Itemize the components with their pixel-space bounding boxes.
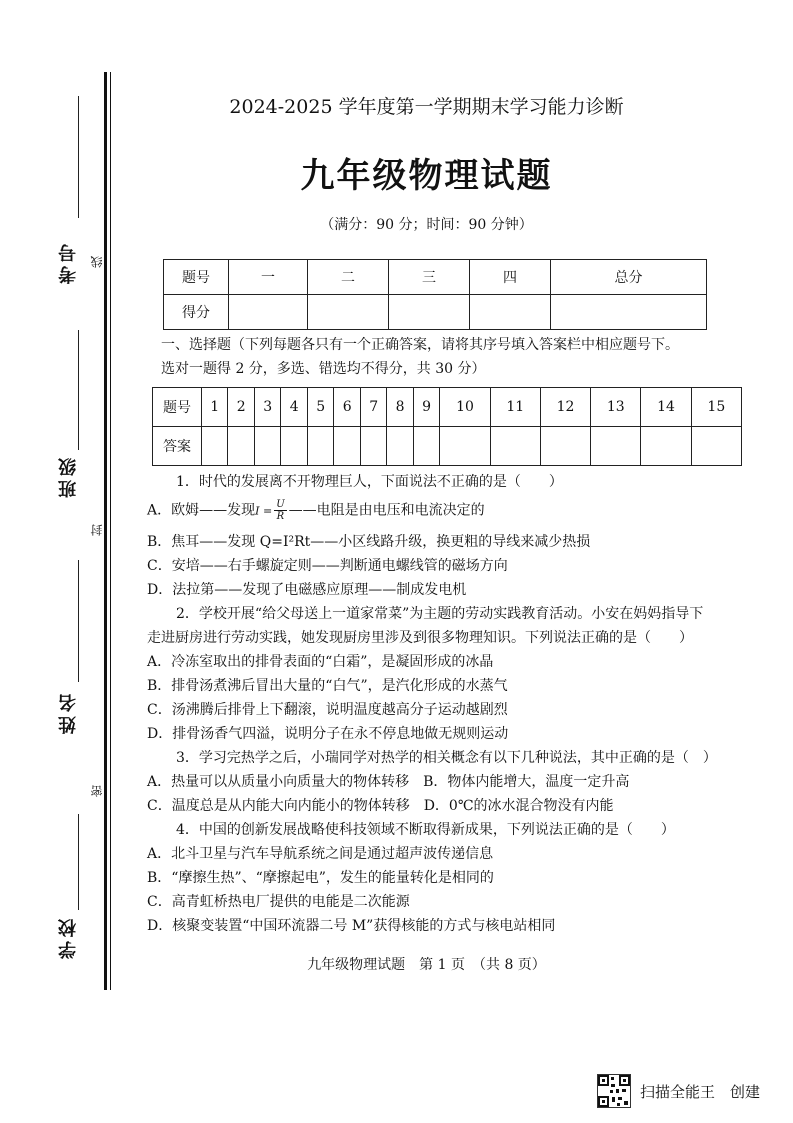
page-title: 九年级物理试题 <box>300 156 553 196</box>
q4-stem: 4．中国的创新发展战略使科技领域不断取得新成果，下列说法正确的是（ ） <box>176 822 675 838</box>
q2-option-a: A．冷冻室取出的排骨表面的“白霜”，是凝固形成的冰晶 <box>147 654 494 670</box>
score-input-cell[interactable] <box>470 295 551 330</box>
q3-stem: 3．学习完热学之后，小瑞同学对热学的相关概念有以下几种说法，其中正确的是（ ） <box>176 750 717 766</box>
score-input-cell[interactable] <box>308 295 389 330</box>
answer-input-cell[interactable] <box>490 427 540 466</box>
page-footer: 九年级物理试题 第 1 页 （共 8 页） <box>307 957 546 973</box>
xingming-label: 姓名 <box>58 690 79 734</box>
answer-table-answer-row <box>153 427 742 466</box>
score-input-cell[interactable] <box>551 295 707 330</box>
answer-input-cell[interactable] <box>254 427 280 466</box>
score-cell-1: 一 <box>229 260 308 295</box>
answer-number-2: 2 <box>228 388 254 427</box>
q3-options-ab: A．热量可以从质量小向质量大的物体转移 B．物体内能增大，温度一定升高 <box>147 774 630 790</box>
xingming-underline <box>78 560 79 682</box>
section1-line1: 一、选择题（下列每题各只有一个正确答案，请将其序号填入答案栏中相应题号下。 <box>161 337 679 353</box>
score-cell-2: 二 <box>308 260 389 295</box>
q2-option-b: B．排骨汤煮沸后冒出大量的“白气”，是汽化形成的水蒸气 <box>147 678 508 694</box>
q4-option-b: B．“摩擦生热”、“摩擦起电”，发生的能量转化是相同的 <box>147 870 494 886</box>
q2-option-c: C．汤沸腾后排骨上下翻滚，说明温度越高分子运动越剧烈 <box>147 702 508 718</box>
xian-mark: 线 <box>90 256 104 268</box>
q1a-denominator: R <box>276 511 285 522</box>
binding-line-thin <box>110 72 111 990</box>
answer-row-label: 题号 <box>153 388 202 427</box>
score-table <box>163 259 707 330</box>
q1a-numerator: U <box>276 499 285 510</box>
answer-input-cell[interactable] <box>228 427 254 466</box>
q3-options-cd: C．温度总是从内能大向内能小的物体转移 D．0℃的冰水混合物没有内能 <box>147 798 614 814</box>
banji-label: 班级 <box>58 454 79 498</box>
q2-stem-line2: 走进厨房进行劳动实践，她发现厨房里涉及到很多物理知识。下列说法正确的是（ ） <box>147 630 693 646</box>
score-cell-3: 三 <box>389 260 470 295</box>
q1-option-a <box>147 499 485 522</box>
answer-number-10: 10 <box>440 388 490 427</box>
answer-input-cell[interactable] <box>691 427 741 466</box>
score-row-label: 得分 <box>164 295 229 330</box>
q1a-fraction <box>274 499 286 522</box>
answer-input-cell[interactable] <box>591 427 641 466</box>
score-cell-label: 题号 <box>164 260 229 295</box>
q1a-formula-lhs: I = <box>255 504 273 518</box>
answer-input-cell[interactable] <box>281 427 307 466</box>
answer-table <box>152 387 742 466</box>
answer-number-5: 5 <box>307 388 333 427</box>
score-table-header-row <box>164 260 707 295</box>
answer-number-11: 11 <box>490 388 540 427</box>
score-cell-total: 总分 <box>551 260 707 295</box>
banji-underline <box>78 330 79 450</box>
answer-input-cell[interactable] <box>387 427 413 466</box>
answer-number-9: 9 <box>413 388 439 427</box>
answer-number-7: 7 <box>360 388 386 427</box>
q1-stem: 1．时代的发展离不开物理巨人，下面说法不正确的是（ ） <box>176 474 563 490</box>
answer-number-8: 8 <box>387 388 413 427</box>
kaohao-label: 考号 <box>58 240 79 284</box>
q1-option-b: B．焦耳——发现 Q=I²Rt——小区线路升级，换更粗的导线来减少热损 <box>147 534 591 550</box>
term-heading: 2024-2025 学年度第一学期期末学习能力诊断 <box>229 96 624 118</box>
binding-line-thick <box>104 72 107 990</box>
mi-mark: 密 <box>90 785 104 797</box>
answer-number-12: 12 <box>540 388 590 427</box>
score-cell-4: 四 <box>470 260 551 295</box>
answer-table-number-row <box>153 388 742 427</box>
answer-input-cell[interactable] <box>307 427 333 466</box>
answer-input-cell[interactable] <box>641 427 691 466</box>
answer-input-cell[interactable] <box>202 427 228 466</box>
answer-number-1: 1 <box>202 388 228 427</box>
answer-number-6: 6 <box>334 388 360 427</box>
q1a-post: ——电阻是由电压和电流决定的 <box>288 502 485 519</box>
qr-code-icon <box>597 1074 631 1108</box>
answer-number-15: 15 <box>691 388 741 427</box>
score-table-score-row <box>164 295 707 330</box>
q4-option-c: C．高青虹桥热电厂提供的电能是二次能源 <box>147 894 410 910</box>
q1a-pre: A．欧姆——发现 <box>147 502 256 519</box>
score-input-cell[interactable] <box>229 295 308 330</box>
answer-input-cell[interactable] <box>334 427 360 466</box>
q4-option-a: A．北斗卫星与汽车导航系统之间是通过超声波传递信息 <box>147 846 494 862</box>
answer-number-13: 13 <box>591 388 641 427</box>
answer-row-label: 答案 <box>153 427 202 466</box>
feng-mark: 封 <box>90 524 104 536</box>
answer-input-cell[interactable] <box>413 427 439 466</box>
xuexiao-underline <box>78 814 79 910</box>
exam-info: （满分：90 分；时间：90 分钟） <box>320 217 533 233</box>
q1-option-c: C．安培——右手螺旋定则——判断通电螺线管的磁场方向 <box>147 558 508 574</box>
section1-line2: 选对一题得 2 分，多选、错选均不得分，共 30 分） <box>161 361 486 377</box>
q2-option-d: D．排骨汤香气四溢，说明分子在永不停息地做无规则运动 <box>147 726 509 742</box>
answer-input-cell[interactable] <box>360 427 386 466</box>
q2-stem-line1: 2．学校开展“给父母送上一道家常菜”为主题的劳动实践教育活动。小安在妈妈指导下 <box>176 606 704 622</box>
score-input-cell[interactable] <box>389 295 470 330</box>
answer-number-4: 4 <box>281 388 307 427</box>
scanner-watermark: 扫描全能王 创建 <box>640 1083 761 1101</box>
answer-input-cell[interactable] <box>440 427 490 466</box>
q4-option-d: D．核聚变装置“中国环流器二号 M”获得核能的方式与核电站相同 <box>147 918 556 934</box>
answer-number-3: 3 <box>254 388 280 427</box>
xuexiao-label: 学校 <box>58 915 79 959</box>
answer-input-cell[interactable] <box>540 427 590 466</box>
answer-number-14: 14 <box>641 388 691 427</box>
q1-option-d: D．法拉第——发现了电磁感应原理——制成发电机 <box>147 582 467 598</box>
